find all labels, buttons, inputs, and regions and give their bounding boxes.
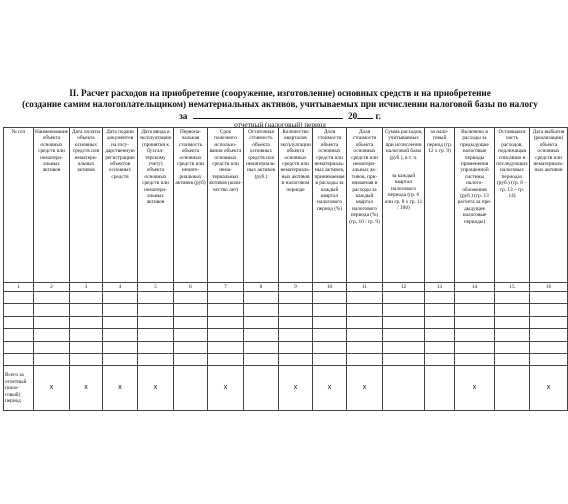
table-cell[interactable]: [103, 329, 138, 341]
table-cell[interactable]: [425, 292, 455, 304]
period-prefix: за: [179, 111, 188, 121]
table-row: [4, 341, 568, 353]
table-cell[interactable]: [495, 292, 530, 304]
column-header: Срок полезного использования объекта основных средств или нематериальных активов (количество лет): [208, 128, 244, 283]
table-cell[interactable]: [279, 341, 313, 353]
table-row: [4, 353, 568, 365]
not-applicable-mark: x: [103, 366, 138, 411]
table-cell[interactable]: [138, 304, 174, 316]
table-row: [4, 316, 568, 328]
table-cell[interactable]: [425, 316, 455, 328]
column-header: Остаточная стоимость объекта основных средств или нематериальных активов (руб.): [244, 128, 279, 283]
table-cell[interactable]: [208, 329, 244, 341]
table-cell[interactable]: [34, 316, 70, 328]
table-cell[interactable]: [174, 316, 208, 328]
table-cell[interactable]: [4, 329, 34, 341]
table-cell[interactable]: [34, 341, 70, 353]
table-cell[interactable]: [313, 304, 347, 316]
column-number: 2: [34, 283, 70, 292]
table-cell[interactable]: [34, 329, 70, 341]
column-header: Дата подачи документов на государственную регистрацию объектов основных средств: [103, 128, 138, 283]
table-cell[interactable]: [347, 329, 383, 341]
column-number: 13: [425, 283, 455, 292]
table-cell[interactable]: [244, 316, 279, 328]
table-cell[interactable]: [34, 304, 70, 316]
table-cell[interactable]: [244, 292, 279, 304]
table-cell[interactable]: [70, 292, 103, 304]
table-cell[interactable]: [495, 304, 530, 316]
table-cell[interactable]: [455, 329, 495, 341]
table-cell[interactable]: [279, 292, 313, 304]
column-header: Дата оплаты объекта основных средств или нематериальных активов: [70, 128, 103, 283]
table-cell[interactable]: [103, 292, 138, 304]
table-cell[interactable]: [208, 341, 244, 353]
table-cell[interactable]: [279, 304, 313, 316]
total-cell[interactable]: [495, 366, 530, 411]
table-cell[interactable]: [425, 329, 455, 341]
column-header: Дата выбытия (реализации) объекта основных средств или нематериальных активов: [530, 128, 568, 283]
table-cell[interactable]: [313, 341, 347, 353]
table-cell[interactable]: [4, 292, 34, 304]
table-cell[interactable]: [174, 292, 208, 304]
table-cell[interactable]: [313, 353, 347, 365]
table-cell[interactable]: [495, 316, 530, 328]
table-cell[interactable]: [313, 316, 347, 328]
section-title: [0, 88, 560, 110]
not-applicable-mark: x: [138, 366, 174, 411]
column-header: Оставшаяся часть расходов, подлежащая списанию в последующих налоговых периодах (руб.) (гр. 8 – гр. 13 – гр. 14): [495, 128, 530, 283]
table-cell[interactable]: [383, 353, 425, 365]
total-cell[interactable]: [383, 366, 425, 411]
table-row: [4, 292, 568, 304]
table-cell[interactable]: [425, 341, 455, 353]
table-cell[interactable]: [279, 316, 313, 328]
column-header: Доля стоимости объекта основных средств или нематериальных активов, принимаемая в расходы за каждый квартал налогового периода (%) (гр. 10 / гр. 9): [347, 128, 383, 283]
table-cell[interactable]: [244, 304, 279, 316]
table-cell[interactable]: [347, 292, 383, 304]
table-cell[interactable]: [455, 353, 495, 365]
not-applicable-mark: x: [347, 366, 383, 411]
column-number: 11: [347, 283, 383, 292]
table-cell[interactable]: [347, 353, 383, 365]
table-cell[interactable]: [208, 353, 244, 365]
period-suffix: г.: [375, 111, 381, 121]
table-cell[interactable]: [425, 353, 455, 365]
table-cell[interactable]: [138, 329, 174, 341]
table-cell[interactable]: [174, 304, 208, 316]
table-cell[interactable]: [174, 341, 208, 353]
table-cell[interactable]: [279, 329, 313, 341]
not-applicable-mark: x: [313, 366, 347, 411]
column-header: Дата ввода в эксплуатацию (принятия к бухгалтерскому учету) объекта основных средств или нематериальных активов: [138, 128, 174, 283]
column-number: 4: [103, 283, 138, 292]
column-number: 5: [138, 283, 174, 292]
table-cell[interactable]: [383, 329, 425, 341]
table-cell[interactable]: [347, 341, 383, 353]
column-header: Наименование объекта основных средств или нематериальных активов: [34, 128, 70, 283]
table-cell[interactable]: [174, 329, 208, 341]
column-number: 16: [530, 283, 568, 292]
column-number: 1: [4, 283, 34, 292]
table-cell[interactable]: [530, 304, 568, 316]
column-number: 14: [455, 283, 495, 292]
table-cell[interactable]: [4, 341, 34, 353]
table-cell[interactable]: [138, 353, 174, 365]
table-cell[interactable]: [70, 304, 103, 316]
column-header-subtext: за каждый квартал налогового периода (гр. 6 или гр. 8 х гр. 11 / 100): [384, 173, 423, 212]
table-row: [4, 329, 568, 341]
table-cell[interactable]: [208, 292, 244, 304]
table-cell[interactable]: [530, 353, 568, 365]
not-applicable-mark: x: [279, 366, 313, 411]
table-cell[interactable]: [103, 341, 138, 353]
header-row: [4, 128, 568, 283]
table-cell[interactable]: [70, 316, 103, 328]
column-header: за налоговый период (гр. 12 х гр. 9): [425, 128, 455, 283]
table-cell[interactable]: [530, 292, 568, 304]
column-number-row: [4, 283, 568, 292]
table-cell[interactable]: [138, 341, 174, 353]
table-cell[interactable]: [174, 353, 208, 365]
column-header-text: Сумма расходов, учитываемых при исчислении налоговой базы (руб.), в т. ч.: [384, 129, 423, 161]
table-cell[interactable]: [530, 316, 568, 328]
column-header: Количество кварталов эксплуатации объекта основных средств или нематериальных активов в налоговом периоде: [279, 128, 313, 283]
column-header: [383, 128, 425, 283]
table-cell[interactable]: [455, 304, 495, 316]
table-cell[interactable]: [347, 304, 383, 316]
table-cell[interactable]: [70, 329, 103, 341]
table-cell[interactable]: [4, 316, 34, 328]
table-cell[interactable]: [495, 341, 530, 353]
not-applicable-mark: x: [208, 366, 244, 411]
not-applicable-mark: x: [70, 366, 103, 411]
table-cell[interactable]: [383, 304, 425, 316]
table-cell[interactable]: [383, 316, 425, 328]
column-header: Включено в расходы за предыдущие налоговые периоды применения упрощенной системы налогообложения (руб.) (гр. 13 расчета за предыдущие налоговые периоды): [455, 128, 495, 283]
table-row: [4, 304, 568, 316]
table-cell[interactable]: [103, 316, 138, 328]
column-header: Доля стоимости объекта основных средств или нематериальных активов, принимаемая в расходы за каждый квартал налогового период (%): [313, 128, 347, 283]
not-applicable-mark: x: [530, 366, 568, 411]
column-number: 6: [174, 283, 208, 292]
column-number: 8: [244, 283, 279, 292]
period-caption: отчетный (налоговый) период: [234, 121, 326, 129]
total-row: [4, 366, 568, 411]
title-line-1: II. Расчет расходов на приобретение (сооружение, изготовление) основных средств и на приобретение: [69, 88, 491, 98]
table-cell[interactable]: [383, 292, 425, 304]
table-cell[interactable]: [208, 304, 244, 316]
table-cell[interactable]: [244, 329, 279, 341]
table-cell[interactable]: [279, 353, 313, 365]
table-cell[interactable]: [103, 353, 138, 365]
table-cell[interactable]: [425, 304, 455, 316]
table-cell[interactable]: [34, 353, 70, 365]
table-cell[interactable]: [530, 341, 568, 353]
table-cell[interactable]: [455, 292, 495, 304]
table-cell[interactable]: [138, 316, 174, 328]
title-line-2: (создание самим налогоплательщиком) нематериальных активов, учитываемых при исчислении налоговой базы по налогу: [22, 99, 538, 109]
table-cell[interactable]: [455, 316, 495, 328]
table-cell[interactable]: [313, 292, 347, 304]
column-number: 9: [279, 283, 313, 292]
table-cell[interactable]: [34, 292, 70, 304]
table-cell[interactable]: [495, 353, 530, 365]
total-label: Всего за отчетный (налоговый) период: [4, 366, 34, 411]
year-blank: [357, 110, 373, 119]
table-cell[interactable]: [244, 341, 279, 353]
column-number: 12: [383, 283, 425, 292]
expense-table: [3, 127, 568, 411]
table-cell[interactable]: [244, 353, 279, 365]
table-cell[interactable]: [4, 353, 34, 365]
total-cell[interactable]: [174, 366, 208, 411]
table-cell[interactable]: [70, 341, 103, 353]
column-number: 15: [495, 283, 530, 292]
table-cell[interactable]: [347, 316, 383, 328]
period-year: 20: [347, 111, 358, 121]
table-cell[interactable]: [4, 304, 34, 316]
table-body: [4, 128, 568, 411]
not-applicable-mark: x: [34, 366, 70, 411]
table-cell[interactable]: [530, 329, 568, 341]
total-cell[interactable]: [244, 366, 279, 411]
total-cell[interactable]: [425, 366, 455, 411]
column-number: 10: [313, 283, 347, 292]
column-number: 7: [208, 283, 244, 292]
column-header: Первоначальная стоимость объекта основных средств или нематериальных активов (руб): [174, 128, 208, 283]
column-header: № п/п: [4, 128, 34, 283]
table-cell[interactable]: [383, 341, 425, 353]
table-cell[interactable]: [208, 316, 244, 328]
table-cell[interactable]: [70, 353, 103, 365]
table-cell[interactable]: [103, 304, 138, 316]
table-cell[interactable]: [313, 329, 347, 341]
column-number: 3: [70, 283, 103, 292]
table-cell[interactable]: [138, 292, 174, 304]
not-applicable-mark: x: [455, 366, 495, 411]
table-cell[interactable]: [455, 341, 495, 353]
period-blank: [193, 110, 343, 119]
table-cell[interactable]: [495, 329, 530, 341]
